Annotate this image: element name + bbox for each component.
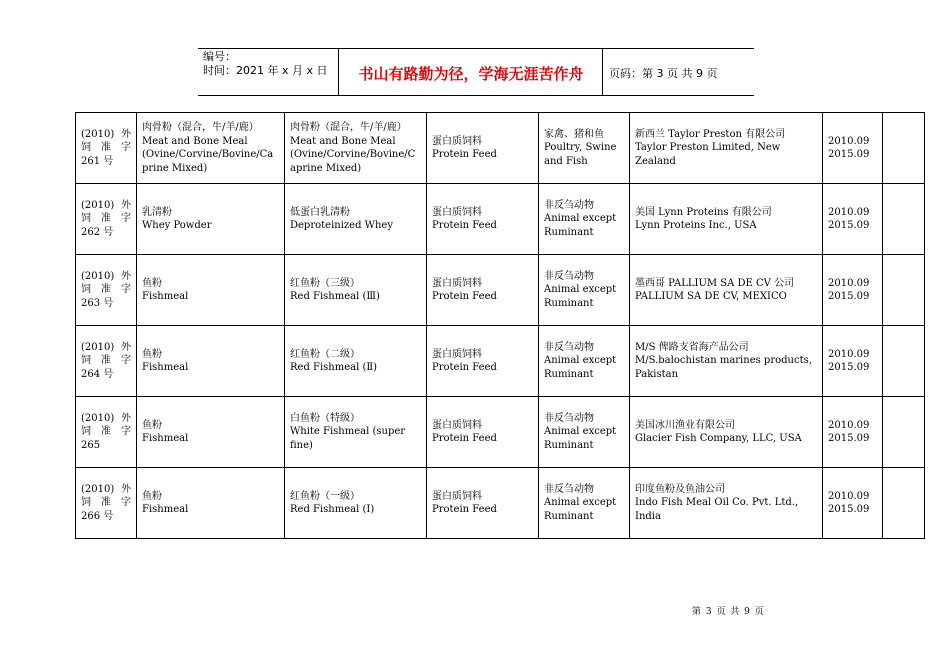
registration-number-line: 饲 准 字 [81,284,131,296]
validity-end: 2015.09 [828,362,870,373]
registration-number-line: 261 号 [81,155,114,167]
registration-number-line: (2010) 外 [81,199,131,211]
registration-table [75,112,925,539]
registration-number-cell [76,326,137,397]
registration-number-line: 266 号 [81,510,114,522]
validity-start: 2010.09 [828,348,870,360]
note-cell [883,184,925,255]
table-body [76,113,925,539]
company-en: PALLIUM SA DE CV, MEXICO [635,291,787,302]
registration-number-cell [76,113,137,184]
validity-start: 2010.09 [828,490,870,502]
commodity-name-cell [285,468,427,539]
commodity-name-cn: 肉骨粉（混合，牛/羊/鹿） [290,122,407,133]
commodity-name-cn: 红鱼粉（二级） [290,348,360,360]
commodity-name-en: White Fishmeal (super fine) [290,426,406,451]
usage-en: Animal except Ruminant [544,213,617,238]
commodity-name-cell [285,113,427,184]
product-name-cn: 乳清粉 [142,206,172,218]
usage-cn: 非反刍动物 [544,270,594,282]
company-cn: M/S 俾路支省海产品公司 [635,341,749,353]
company-en: Lynn Proteins Inc., USA [635,220,757,231]
commodity-name-cn: 低蛋白乳清粉 [290,206,350,218]
usage-cn: 非反刍动物 [544,483,594,495]
registration-number-cell [76,184,137,255]
table-row [76,184,925,255]
company-cell [630,326,823,397]
product-name-en: Whey Powder [142,220,212,231]
usage-cell [539,113,630,184]
commodity-name-en: Meat and Bone Meal (Ovine/Corvine/Bovine/Caprine Mixed) [290,135,416,174]
commodity-name-en: Red Fishmeal (Ⅰ) [290,504,375,515]
category-en: Protein Feed [432,291,497,302]
validity-cell [823,113,883,184]
company-cn: 美国 Lynn Proteins 有限公司 [635,206,772,218]
validity-cell [823,397,883,468]
commodity-name-en: Deproteinized Whey [290,220,393,231]
category-cn: 蛋白质饲料 [432,277,482,289]
header-meta [203,50,328,78]
product-name-cell [137,184,285,255]
usage-cell [539,326,630,397]
usage-en: Animal except Ruminant [544,426,617,451]
usage-en: Animal except Ruminant [544,497,617,522]
validity-end: 2015.09 [828,433,870,444]
category-en: Protein Feed [432,362,497,373]
product-name-cn: 鱼粉 [142,419,162,431]
note-cell [883,468,925,539]
category-cell [427,255,539,326]
usage-cn: 家禽、猪和鱼 [544,128,604,140]
usage-en: Animal except Ruminant [544,355,617,380]
registration-number-line: 262 号 [81,226,114,238]
validity-end: 2015.09 [828,149,870,160]
validity-start: 2010.09 [828,206,870,218]
company-cell [630,255,823,326]
product-name-cell [137,255,285,326]
category-cell [427,184,539,255]
company-en: Indo Fish Meal Oil Co. Pvt. Ltd., India [635,497,799,522]
category-en: Protein Feed [432,433,497,444]
validity-cell [823,184,883,255]
registration-number-line: 饲 准 字 [81,142,131,154]
header-divider-right [602,48,603,95]
table-row [76,326,925,397]
company-cell [630,468,823,539]
company-cell [630,184,823,255]
header-bottom-rule [198,95,754,96]
usage-en: Animal except Ruminant [544,284,617,309]
product-name-cn: 鱼粉 [142,490,162,502]
header-number-label: 编号： [203,50,236,63]
commodity-name-cn: 白鱼粉（特级） [290,412,360,424]
category-cn: 蛋白质饲料 [432,490,482,502]
commodity-name-cell [285,184,427,255]
validity-start: 2010.09 [828,135,870,147]
usage-cell [539,397,630,468]
commodity-name-cell [285,255,427,326]
category-cn: 蛋白质饲料 [432,419,482,431]
registration-number-cell [76,468,137,539]
usage-cell [539,468,630,539]
validity-end: 2015.09 [828,220,870,231]
commodity-name-en: Red Fishmeal (Ⅲ) [290,291,380,302]
product-name-en: Fishmeal [142,433,189,444]
category-en: Protein Feed [432,504,497,515]
company-cn: 新西兰 Taylor Preston 有限公司 [635,128,786,140]
validity-end: 2015.09 [828,291,870,302]
header-motto: 书山有路勤为径，学海无涯苦作舟 [358,65,584,83]
note-cell [883,326,925,397]
registration-number-line: 265 [81,439,101,451]
product-name-cell [137,113,285,184]
registration-number-cell [76,255,137,326]
validity-end: 2015.09 [828,504,870,515]
header-top-rule [198,48,754,49]
category-cell [427,468,539,539]
category-cell [427,397,539,468]
company-cell [630,113,823,184]
company-cn: 印度鱼粉及鱼油公司 [635,483,725,495]
footer-page-number: 第 3 页 共 9 页 [692,607,764,617]
table-row [76,468,925,539]
category-cn: 蛋白质饲料 [432,206,482,218]
validity-start: 2010.09 [828,419,870,431]
registration-number-line: 饲 准 字 [81,497,131,509]
company-cn: 美国冰川渔业有限公司 [635,419,735,431]
company-cell [630,397,823,468]
usage-cell [539,255,630,326]
company-cn: 墨西哥 PALLIUM SA DE CV 公司 [635,277,795,289]
product-name-cn: 鱼粉 [142,277,162,289]
product-name-cell [137,468,285,539]
validity-cell [823,255,883,326]
product-name-cell [137,397,285,468]
usage-cn: 非反刍动物 [544,412,594,424]
note-cell [883,113,925,184]
company-en: Taylor Preston Limited, New Zealand [635,142,781,167]
category-en: Protein Feed [432,220,497,231]
commodity-name-cn: 红鱼粉（一级） [290,490,360,502]
category-cell [427,326,539,397]
commodity-name-en: Red Fishmeal (Ⅱ) [290,362,378,373]
product-name-cell [137,326,285,397]
category-en: Protein Feed [432,149,497,160]
registration-number-line: (2010) 外 [81,128,131,140]
category-cn: 蛋白质饲料 [432,135,482,147]
header-time-label: 时间：2021 年 x 月 x 日 [203,64,328,77]
registration-number-line: 饲 准 字 [81,213,131,225]
note-cell [883,255,925,326]
registration-number-line: 饲 准 字 [81,426,131,438]
commodity-name-cell [285,397,427,468]
validity-cell [823,468,883,539]
table-row [76,397,925,468]
registration-number-line: (2010) 外 [81,341,131,353]
product-name-en: Meat and Bone Meal (Ovine/Corvine/Bovine/Caprine Mixed) [142,135,274,174]
usage-en: Poultry, Swine and Fish [544,142,617,167]
registration-number-line: 264 号 [81,368,114,380]
header-page-label: 页码：第 3 页 共 9 页 [609,67,718,80]
registration-number-line: (2010) 外 [81,412,131,424]
note-cell [883,397,925,468]
table-row [76,113,925,184]
product-name-en: Fishmeal [142,362,189,373]
registration-number-line: (2010) 外 [81,270,131,282]
product-name-cn: 肉骨粉（混合，牛/羊/鹿） [142,122,259,133]
company-en: M/S.balochistan marines products, Pakistan [635,355,812,380]
product-name-en: Fishmeal [142,291,189,302]
registration-number-line: 饲 准 字 [81,355,131,367]
usage-cell [539,184,630,255]
table-row [76,255,925,326]
validity-cell [823,326,883,397]
registration-number-line: (2010) 外 [81,483,131,495]
company-en: Glacier Fish Company, LLC, USA [635,433,802,444]
category-cn: 蛋白质饲料 [432,348,482,360]
category-cell [427,113,539,184]
header-divider-left [338,48,339,95]
usage-cn: 非反刍动物 [544,199,594,211]
product-name-cn: 鱼粉 [142,348,162,360]
registration-number-cell [76,397,137,468]
commodity-name-cell [285,326,427,397]
registration-number-line: 263 号 [81,297,114,309]
product-name-en: Fishmeal [142,504,189,515]
usage-cn: 非反刍动物 [544,341,594,353]
validity-start: 2010.09 [828,277,870,289]
commodity-name-cn: 红鱼粉（三级） [290,277,360,289]
